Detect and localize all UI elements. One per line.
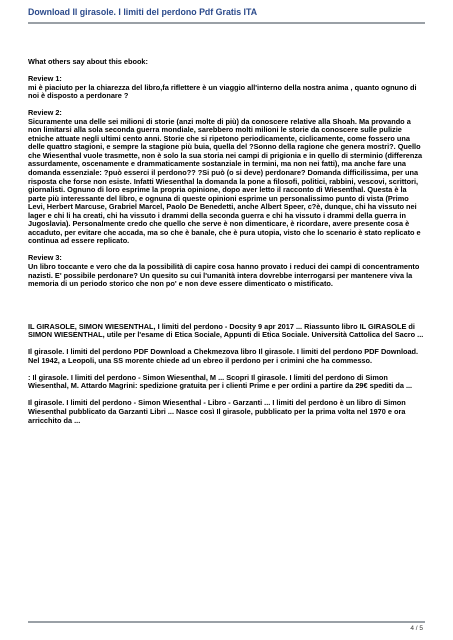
review-3-heading: Review 3:	[28, 253, 62, 263]
page-content	[28, 58, 426, 425]
result-4: Il girasole. I limiti del perdono - Simon Wiesenthal - Libro - Garzanti ... I limiti del perdono è un libro di Simon Wiesenthal pubblicato da Garzanti Libri ... Nasce così Il girasole, pubblicato per la prima volta nel 1970 e ora arricchito da ...	[28, 398, 406, 425]
footer-divider	[28, 621, 425, 623]
review-2-text: Sicuramente una delle sei milioni di storie (anzi molte di più) da conoscere relative alla Shoah. Ma provando a non limitarsi alla sola seconda guerra mondiale, sarebbero molti milioni le storie da conoscere sulle pulizie etniche attuate negli ultimi cento anni. Storie che si ripetono periodicamente, ciclicamente, come fossero una delle quattro stagioni, e sempre la stagione più buia, quella del ?Sonno della ragione che genera mostri?. Quello che Wiesenthal vuole trasmette, non è solo la sua storia nei campi di prigionia e in quello di sterminio (differenza assurdamente, oscenamente e drammaticamente sostanziale in termini, ma non nei fatti), ma anche fare una domanda essenziale: ?può esserci il perdono?? ?Si può (o si deve) perdonare? Domanda difficilissima, per una risposta che forse non esiste. Infatti Wiesenthal la domanda la pone a filosofi, politici, rabbini, vescovi, scrittori, giornalisti. Ognuno di loro esprime la propria opinione, dopo aver letto il racconto di Wiesenthal. Questa è la parte più interessante del libro, e ognuna di queste opinioni esprime un personalissimo punto di vista (Primo Levi, Herbert Marcuse, Grabriel Marcel, Paolo De Benedetti, anche Albert Speer, c?è, dunque, chi ha vissuto nei lager e chi li ha creati, chi ha vissuto i drammi della seconda guerra e chi ha vissuto i drammi della guerra in Jugoslavia). Personalmente credo che quello che serve è non dimenticare, è ricordare, avere presente cosa è accaduto, per evitare che accada, ma so che è banale, che è pura utopia, visto che lo scenario è stato replicato e continua ad essere replicato.	[28, 116, 423, 246]
page-header-title: Download Il girasole. I limiti del perdono Pdf Gratis ITA	[28, 7, 258, 17]
review-1-heading: Review 1:	[28, 74, 62, 84]
header-divider	[28, 22, 425, 24]
result-1: IL GIRASOLE, SIMON WIESENTHAL, I limiti del perdono - Docsity 9 apr 2017 ... Riassunto libro IL GIRASOLE di SIMON WIESENTHAL, utile per l'esame di Etica Sociale, Appunti di Etica Sociale. Università Cattolica del Sacro ...	[28, 321, 424, 340]
result-2: Il girasole. I limiti del perdono PDF Download a Chekmezova libro Il girasole. I limiti del perdono PDF Download. Nel 1942, a Leopoli, una SS morente chiede ad un ebreo il perdono per i crimini che ha commesso.	[28, 347, 419, 365]
review-3-text: Un libro toccante e vero che da la possibilità di capire cosa hanno provato i reduci dei campi di concentramento nazisti. E' possibile perdonare? Un quesito su cui l'umanità intera dovrebbe interrogarsi per mantenere viva la memoria di un periodo storico che non po' e non deve essere dimenticato o mistificato.	[28, 261, 420, 289]
result-3: : Il girasole. I limiti del perdono - Simon Wiesenthal, M ... Scopri Il girasole. I limiti del perdono di Simon Wiesenthal, M. Attardo Magrini: spedizione gratuita per i clienti Prime e per ordini a partire da 29€ spediti da ...	[28, 372, 413, 391]
intro-heading: What others say about this ebook:	[28, 57, 148, 66]
review-1-text: mi è piaciuto per la chiarezza del libro,fa riflettere è un viaggio all'interno della nostra anima , quanto ognuno di noi è disposto a perdonare ?	[28, 82, 417, 101]
review-2-heading: Review 2:	[28, 108, 62, 118]
page-indicator: 4 / 5	[410, 625, 423, 632]
